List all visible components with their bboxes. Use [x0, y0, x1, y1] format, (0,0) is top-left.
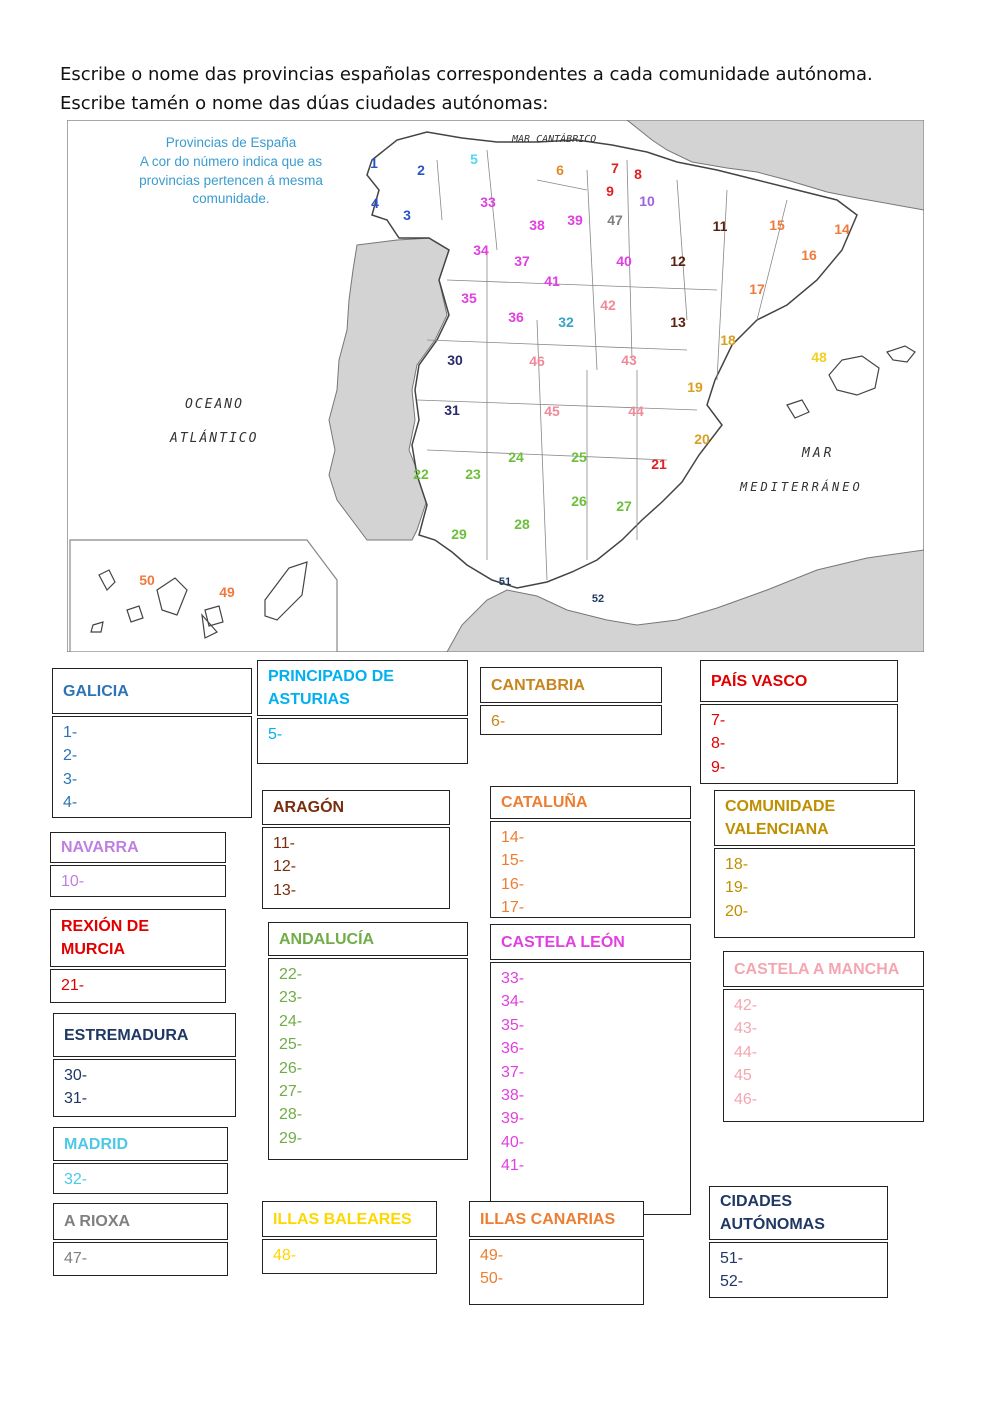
province-number-42: 42: [600, 297, 616, 313]
province-answer-line[interactable]: 32-: [64, 1171, 88, 1188]
province-number-49: 49: [219, 584, 235, 600]
province-number-41: 41: [544, 273, 560, 289]
province-number-26: 26: [571, 493, 587, 509]
province-number-32: 32: [558, 314, 574, 330]
province-answer-line[interactable]: 26-: [279, 1059, 303, 1077]
community-box-cantabria: [480, 667, 662, 735]
province-answer-line[interactable]: 51-: [720, 1250, 744, 1267]
province-number-48: 48: [811, 349, 827, 365]
province-answer-line[interactable]: 48-: [273, 1247, 297, 1264]
community-box-pais-vasco: [700, 660, 898, 784]
province-answer-line[interactable]: 25-: [279, 1036, 303, 1054]
province-number-3: 3: [403, 207, 411, 223]
province-answer-line[interactable]: 3-: [63, 770, 78, 788]
answer-area[interactable]: [490, 821, 691, 918]
province-answer-line[interactable]: 46-: [734, 1090, 758, 1108]
province-number-18: 18: [720, 332, 736, 348]
instruction-line-2: Escribe tamén o nome das dúas ciudades autónomas:: [60, 93, 549, 114]
province-number-1: 1: [370, 155, 378, 171]
province-number-8: 8: [634, 166, 642, 182]
answer-area[interactable]: [714, 848, 915, 938]
province-answer-line[interactable]: 24-: [279, 1012, 303, 1030]
province-number-15: 15: [769, 217, 785, 233]
province-number-44: 44: [628, 403, 644, 419]
answer-area[interactable]: [723, 989, 924, 1122]
community-box-comunidade-valenciana: [714, 790, 915, 938]
province-number-27: 27: [616, 498, 632, 514]
legend-line-3: provincias pertencen á mesma: [139, 173, 323, 188]
province-number-20: 20: [694, 431, 710, 447]
community-title: ARAGÓN: [262, 790, 450, 825]
province-answer-line[interactable]: 2-: [63, 747, 78, 765]
province-answer-line[interactable]: 16-: [501, 875, 525, 893]
answer-area[interactable]: [262, 1239, 437, 1274]
community-title: CASTELA A MANCHA: [723, 951, 924, 987]
province-number-34: 34: [473, 242, 489, 258]
province-number-37: 37: [514, 253, 530, 269]
answer-area[interactable]: [490, 962, 691, 1215]
province-number-13: 13: [670, 314, 686, 330]
province-answer-line[interactable]: 5-: [268, 726, 283, 743]
community-box-andalucia: [268, 922, 468, 1160]
answer-area[interactable]: [53, 1163, 228, 1194]
province-answer-line[interactable]: 7-: [711, 712, 726, 729]
community-title: COMUNIDADE VALENCIANA: [714, 790, 915, 846]
community-box-navarra: [50, 832, 226, 897]
province-answer-line[interactable]: 47-: [64, 1250, 88, 1267]
answer-area[interactable]: [50, 865, 226, 897]
sea-label-mar: MAR: [802, 446, 835, 461]
province-answer-line[interactable]: 12-: [273, 858, 297, 876]
province-answer-line[interactable]: 13-: [273, 881, 297, 899]
province-answer-line[interactable]: 42-: [734, 997, 758, 1014]
community-title: PAÍS VASCO: [700, 660, 898, 702]
province-number-24: 24: [508, 449, 524, 465]
community-title: GALICIA: [52, 668, 252, 714]
community-box-a-rioxa: [53, 1203, 228, 1276]
province-answer-line[interactable]: 23-: [279, 989, 303, 1007]
spain-provinces-map: [67, 120, 924, 652]
answer-area[interactable]: [268, 958, 468, 1160]
community-title: CIDADES AUTÓNOMAS: [709, 1186, 888, 1240]
province-number-10: 10: [639, 193, 655, 209]
community-box-cidades-autonomas: [709, 1186, 888, 1298]
community-title: PRINCIPADO DE ASTURIAS: [257, 660, 468, 716]
province-answer-line[interactable]: 4-: [63, 794, 78, 812]
instruction-line-1: Escribe o nome das provincias españolas correspondentes a cada comunidade autónoma.: [60, 64, 873, 85]
province-number-2: 2: [417, 162, 425, 178]
province-number-14: 14: [834, 221, 850, 237]
province-number-7: 7: [611, 160, 619, 176]
province-number-23: 23: [465, 466, 481, 482]
answer-area[interactable]: [709, 1242, 888, 1298]
province-answer-line[interactable]: 6-: [491, 713, 506, 730]
community-title: CATALUÑA: [490, 786, 691, 819]
answer-area[interactable]: [52, 716, 252, 818]
province-number-11: 11: [712, 218, 728, 234]
answer-area[interactable]: [700, 704, 898, 784]
province-number-47: 47: [607, 212, 623, 228]
province-answer-line[interactable]: 43-: [734, 1020, 758, 1038]
province-answer-line[interactable]: 50-: [480, 1270, 504, 1288]
province-number-4: 4: [371, 195, 379, 211]
province-number-6: 6: [556, 162, 564, 178]
community-box-aragon: [262, 790, 450, 909]
province-number-36: 36: [508, 309, 524, 325]
province-number-9: 9: [606, 183, 614, 199]
community-title: MADRID: [53, 1127, 228, 1161]
province-answer-line[interactable]: 29-: [279, 1129, 303, 1147]
community-box-madrid: [53, 1127, 228, 1194]
province-number-17: 17: [749, 281, 765, 297]
answer-area[interactable]: [257, 718, 468, 764]
province-answer-line[interactable]: 8-: [711, 735, 726, 753]
province-answer-line[interactable]: 40-: [501, 1133, 525, 1151]
province-answer-line[interactable]: 17-: [501, 899, 525, 917]
community-title: CASTELA LEÓN: [490, 924, 691, 960]
province-answer-line[interactable]: 37-: [501, 1063, 525, 1081]
community-title: NAVARRA: [50, 832, 226, 863]
province-number-28: 28: [514, 516, 530, 532]
community-box-illas-canarias: [469, 1201, 644, 1305]
province-answer-line[interactable]: 15-: [501, 852, 525, 870]
province-number-29: 29: [451, 526, 467, 542]
province-answer-line[interactable]: 34-: [501, 993, 525, 1011]
province-number-25: 25: [571, 449, 587, 465]
province-number-21: 21: [651, 456, 667, 472]
community-title: ESTREMADURA: [53, 1013, 236, 1057]
province-answer-line[interactable]: 19-: [725, 879, 749, 897]
sea-label-cantabrico: MAR CANTÁBRICO: [512, 134, 597, 145]
province-number-52: 52: [591, 593, 605, 605]
community-box-estremadura: [53, 1013, 236, 1117]
community-box-castela-a-mancha: [723, 951, 924, 1122]
province-number-5: 5: [470, 151, 478, 167]
community-box-galicia: [52, 668, 252, 818]
province-answer-line[interactable]: 35-: [501, 1016, 525, 1034]
community-title: A RIOXA: [53, 1203, 228, 1240]
province-number-50: 50: [139, 572, 155, 588]
community-title: REXIÓN DE MURCIA: [50, 909, 226, 967]
sea-label-mediterraneo: MEDITERRÁNEO: [740, 480, 863, 494]
province-number-38: 38: [529, 217, 545, 233]
legend-line-4: comunidade.: [192, 191, 270, 206]
province-answer-line[interactable]: 45: [734, 1067, 752, 1085]
answer-area[interactable]: [262, 827, 450, 909]
province-answer-line[interactable]: 10-: [61, 873, 85, 890]
answer-area[interactable]: [50, 969, 226, 1003]
province-answer-line[interactable]: 31-: [64, 1090, 88, 1108]
community-box-rexion-de-murcia: [50, 909, 226, 1003]
province-number-35: 35: [461, 290, 477, 306]
province-answer-line[interactable]: 44-: [734, 1043, 758, 1061]
province-number-19: 19: [687, 379, 703, 395]
community-box-castela-leon: [490, 924, 691, 1215]
province-number-40: 40: [616, 253, 632, 269]
province-number-31: 31: [444, 402, 460, 418]
province-answer-line[interactable]: 1-: [63, 724, 78, 741]
answer-area[interactable]: [469, 1239, 644, 1305]
answer-area[interactable]: [480, 705, 662, 735]
province-answer-line[interactable]: 36-: [501, 1040, 525, 1058]
province-answer-line[interactable]: 22-: [279, 966, 303, 983]
province-answer-line[interactable]: 39-: [501, 1110, 525, 1128]
sea-label-oceano: OCEANO: [185, 397, 244, 412]
province-answer-line[interactable]: 52-: [720, 1273, 744, 1291]
province-number-16: 16: [801, 247, 817, 263]
province-answer-line[interactable]: 49-: [480, 1247, 504, 1264]
province-answer-line[interactable]: 9-: [711, 758, 726, 776]
community-title: ANDALUCÍA: [268, 922, 468, 956]
province-answer-line[interactable]: 41-: [501, 1157, 525, 1175]
province-answer-line[interactable]: 18-: [725, 856, 749, 873]
province-number-45: 45: [544, 403, 560, 419]
province-number-39: 39: [567, 212, 583, 228]
province-number-30: 30: [447, 352, 463, 368]
legend-line-2: A cor do número indica que as: [139, 154, 323, 169]
community-box-principado-de-asturias: [257, 660, 468, 764]
sea-label-atlantico: ATLÁNTICO: [170, 431, 259, 446]
answer-area[interactable]: [53, 1242, 228, 1276]
community-box-illas-baleares: [262, 1201, 437, 1274]
province-answer-line[interactable]: 11-: [273, 835, 295, 852]
legend-line-1: Provincias de España: [165, 135, 297, 150]
province-answer-line[interactable]: 21-: [61, 977, 85, 994]
province-number-22: 22: [413, 466, 429, 482]
community-title: ILLAS CANARIAS: [469, 1201, 644, 1237]
province-answer-line[interactable]: 30-: [64, 1067, 88, 1084]
community-title: ILLAS BALEARES: [262, 1201, 437, 1237]
community-title: CANTABRIA: [480, 667, 662, 703]
province-number-51: 51: [498, 576, 512, 588]
province-number-43: 43: [621, 352, 637, 368]
province-answer-line[interactable]: 33-: [501, 970, 525, 987]
province-number-12: 12: [670, 253, 686, 269]
answer-area[interactable]: [53, 1059, 236, 1117]
province-answer-line[interactable]: 20-: [725, 902, 749, 920]
province-number-46: 46: [529, 353, 545, 369]
province-number-33: 33: [480, 194, 496, 210]
province-answer-line[interactable]: 28-: [279, 1106, 303, 1124]
community-box-cataluna: [490, 786, 691, 918]
province-answer-line[interactable]: 38-: [501, 1087, 525, 1105]
province-answer-line[interactable]: 27-: [279, 1083, 303, 1101]
province-answer-line[interactable]: 14-: [501, 829, 525, 846]
